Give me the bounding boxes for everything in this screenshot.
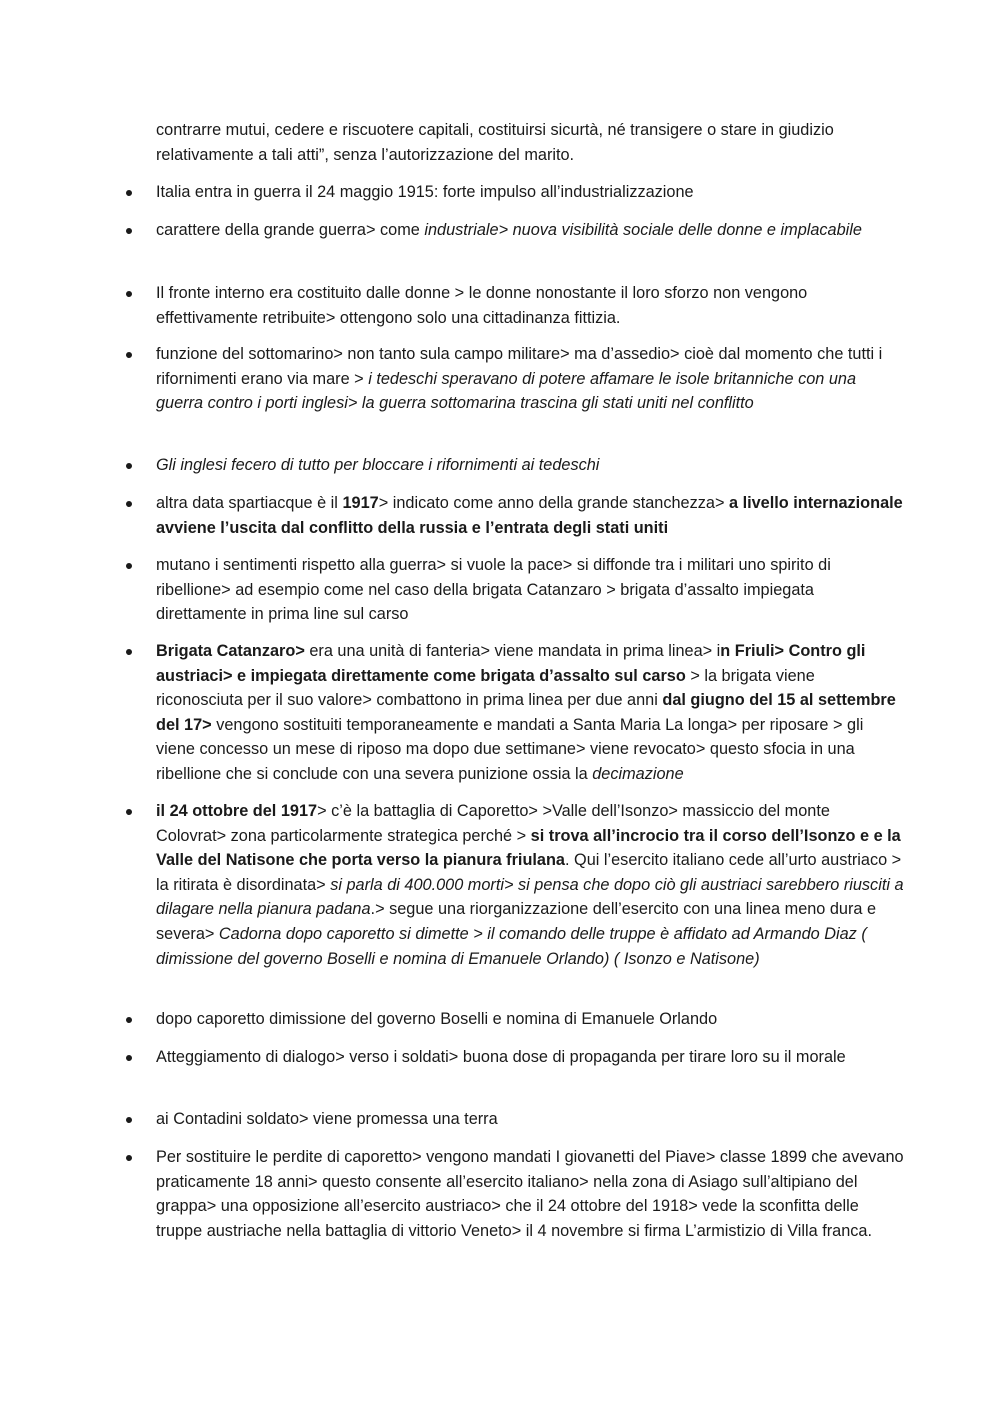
text-run: .> segue una riorganizzazione dell’esercito con una linea meno dura e severa> [156, 900, 881, 943]
bullet-dot-icon [126, 463, 132, 469]
text-run: . Qui l’esercito italiano cede all’urto austriaco > la ritirata è disordinata> [156, 851, 906, 894]
text-run-bold: si trova all’incrocio tra il corso dell’Isonzo e e la Valle del Natisone che porta verso la pianura friulana [156, 826, 906, 870]
bullet-item [156, 218, 904, 243]
text-run-italic: i tedeschi speravano di potere affamare le isole britanniche con una guerra contro i porti inglesi> la guerra sottomarina trascina gli stati uniti nel conflitto [156, 369, 861, 413]
text-run: > indicato come anno della grande stanchezza> [378, 494, 729, 512]
text-run: carattere della grande guerra> come [156, 221, 425, 239]
bullet-dot-icon [126, 1155, 132, 1161]
text-run-italic: Cadorna dopo caporetto si dimette > il comando delle truppe è affidato ad Armando Diaz ( dimissione del governo Boselli e nomina di Emanuele Orlando) ( Isonzo e Natisone) [156, 924, 872, 968]
bullet-item [156, 1007, 904, 1032]
text-run: ai Contadini soldato> viene promessa una terra [156, 1110, 498, 1128]
text-run-bold: dal giugno del 15 al settembre del 17> [156, 691, 901, 734]
bullet-item [156, 553, 904, 627]
text-run-italic: industriale> nuova visibilità sociale delle donne e implacabile [424, 221, 862, 239]
text-run-bold: il 24 ottobre del 1917 [156, 802, 318, 820]
bullet-dot-icon [126, 649, 132, 655]
bullet-item [156, 342, 904, 416]
text-run-bold: 1917 [342, 494, 379, 512]
text-run-italic: Gli inglesi fecero di tutto per bloccare i rifornimenti ai tedeschi [156, 456, 600, 474]
text-run-bold: n Friuli> Contro gli austriaci> e impiegata direttamente come brigata d’assalto sul carso [156, 642, 870, 685]
text-run: > c’è la battaglia di Caporetto> >Valle dell’Isonzo> massiccio del monte Colovrat> zona particolarmente strategica perché > [156, 802, 835, 845]
bullet-item [156, 281, 904, 330]
bullet-item [156, 1045, 904, 1070]
text-run: > la brigata viene riconosciuta per il suo valore> combattono in prima linea per due anni [156, 666, 820, 710]
text-run-italic: decimazione [592, 764, 684, 783]
text-run: vengono sostituiti temporaneamente e mandati a Santa Maria La longa> per riposare > gli viene concesso un mese di riposo ma dopo due settimane> viene revocato> questo sfocia in una ribellione che si conclude con una severa punizione ossia la [156, 715, 868, 783]
text-run: funzione del sottomarino> non tanto sula campo militare> ma d’assedio> cioè dal momento che tutti i rifornimenti erano via mare > [156, 345, 887, 388]
text-run: Il fronte interno era costituito dalle donne > le donne nonostante il loro sforzo non vengono effettivamente retribuite> ottengono solo una cittadinanza fittizia. [156, 284, 812, 327]
text-run: dopo caporetto dimissione del governo Boselli e nomina di Emanuele Orlando [156, 1010, 718, 1028]
bullet-dot-icon [126, 501, 132, 507]
text-run: contrarre mutui, cedere e riscuotere capitali, costituirsi sicurtà, né transigere o stare in giudizio relativamente a tali atti”, senza l’autorizzazione del marito. [156, 121, 839, 164]
bullet-item [156, 491, 908, 540]
bullet-dot-icon [126, 1117, 132, 1123]
text-run-bold: Brigata Catanzaro> [156, 642, 305, 660]
bullet-item [156, 1145, 909, 1243]
continued-paragraph [156, 118, 896, 167]
text-run: Per sostituire le perdite di caporetto> vengono mandati I giovanetti del Piave> classe 1899 che avevano praticamente 18 anni> questo consente all’esercito italiano> nella zona di Asiago sull’altipiano del grappa> una opposizione all’esercito austriaco> che il 24 ottobre del 1918> vede la sconfitta delle truppe austriache nella battaglia di vittorio Veneto> il 4 novembre si firma L’armistizio di Villa franca. [156, 1148, 909, 1240]
bullet-dot-icon [126, 809, 132, 815]
bullet-dot-icon [126, 228, 132, 234]
bullet-dot-icon [126, 291, 132, 297]
bullet-dot-icon [126, 352, 132, 358]
text-run: altra data spartiacque è il [156, 494, 343, 512]
bullet-dot-icon [126, 190, 132, 196]
bullet-dot-icon [126, 1055, 132, 1061]
text-run-bold: a livello internazionale avviene l’uscita dal conflitto della russia e l’entrata degli stati uniti [156, 494, 908, 537]
text-run: era una unità di fanteria> viene mandata in prima linea> i [304, 642, 721, 660]
text-run: mutano i sentimenti rispetto alla guerra> si vuole la pace> si diffonde tra i militari uno spirito di ribellione> ad esempio come nel caso della brigata Catanzaro > brigata d’assalto impiegata direttamente in prima line sul carso [156, 556, 836, 624]
text-run: Italia entra in guerra il 24 maggio 1915: forte impulso all’industrializzazione [156, 183, 694, 201]
bullet-dot-icon [126, 563, 132, 569]
bullet-item [156, 180, 904, 205]
text-run-italic: si parla di 400.000 morti> si pensa che dopo ciò gli austriaci sarebbero riusciti a dilagare nella pianura padana [156, 875, 909, 919]
bullet-item [156, 799, 909, 971]
bullet-item [156, 639, 904, 787]
bullet-item [156, 453, 904, 478]
bullet-item [156, 1107, 904, 1132]
bullet-dot-icon [126, 1017, 132, 1023]
text-run: Atteggiamento di dialogo> verso i soldati> buona dose di propaganda per tirare loro su il morale [156, 1048, 846, 1066]
